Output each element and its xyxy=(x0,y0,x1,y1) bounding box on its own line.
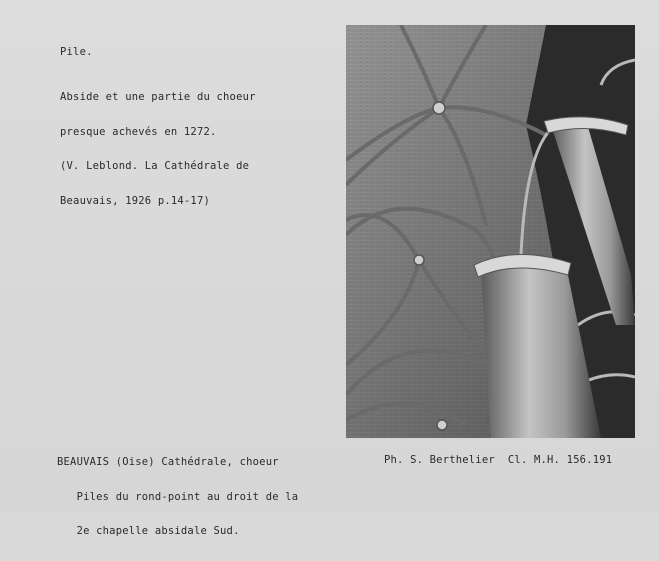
description-line: (V. Leblond. La Cathédrale de xyxy=(60,160,250,172)
description-line: presque achevés en 1272. xyxy=(60,125,217,138)
photo-credit: Ph. S. Berthelier Cl. M.H. 156.191 xyxy=(384,454,613,466)
description-line: Beauvais, 1926 p.14-17) xyxy=(60,194,210,207)
vault-photo-illustration xyxy=(346,25,635,438)
caption-line: BEAUVAIS (Oise) Cathédrale, choeur xyxy=(57,456,279,468)
card-description xyxy=(60,69,256,230)
vault-photograph xyxy=(346,25,635,438)
card-caption xyxy=(57,434,298,561)
card-title: Pile. xyxy=(60,46,93,58)
description-line: Abside et une partie du choeur xyxy=(60,91,256,103)
caption-line: Piles du rond-point au droit de la xyxy=(57,490,299,503)
caption-line: 2e chapelle absidale Sud. xyxy=(57,525,240,537)
